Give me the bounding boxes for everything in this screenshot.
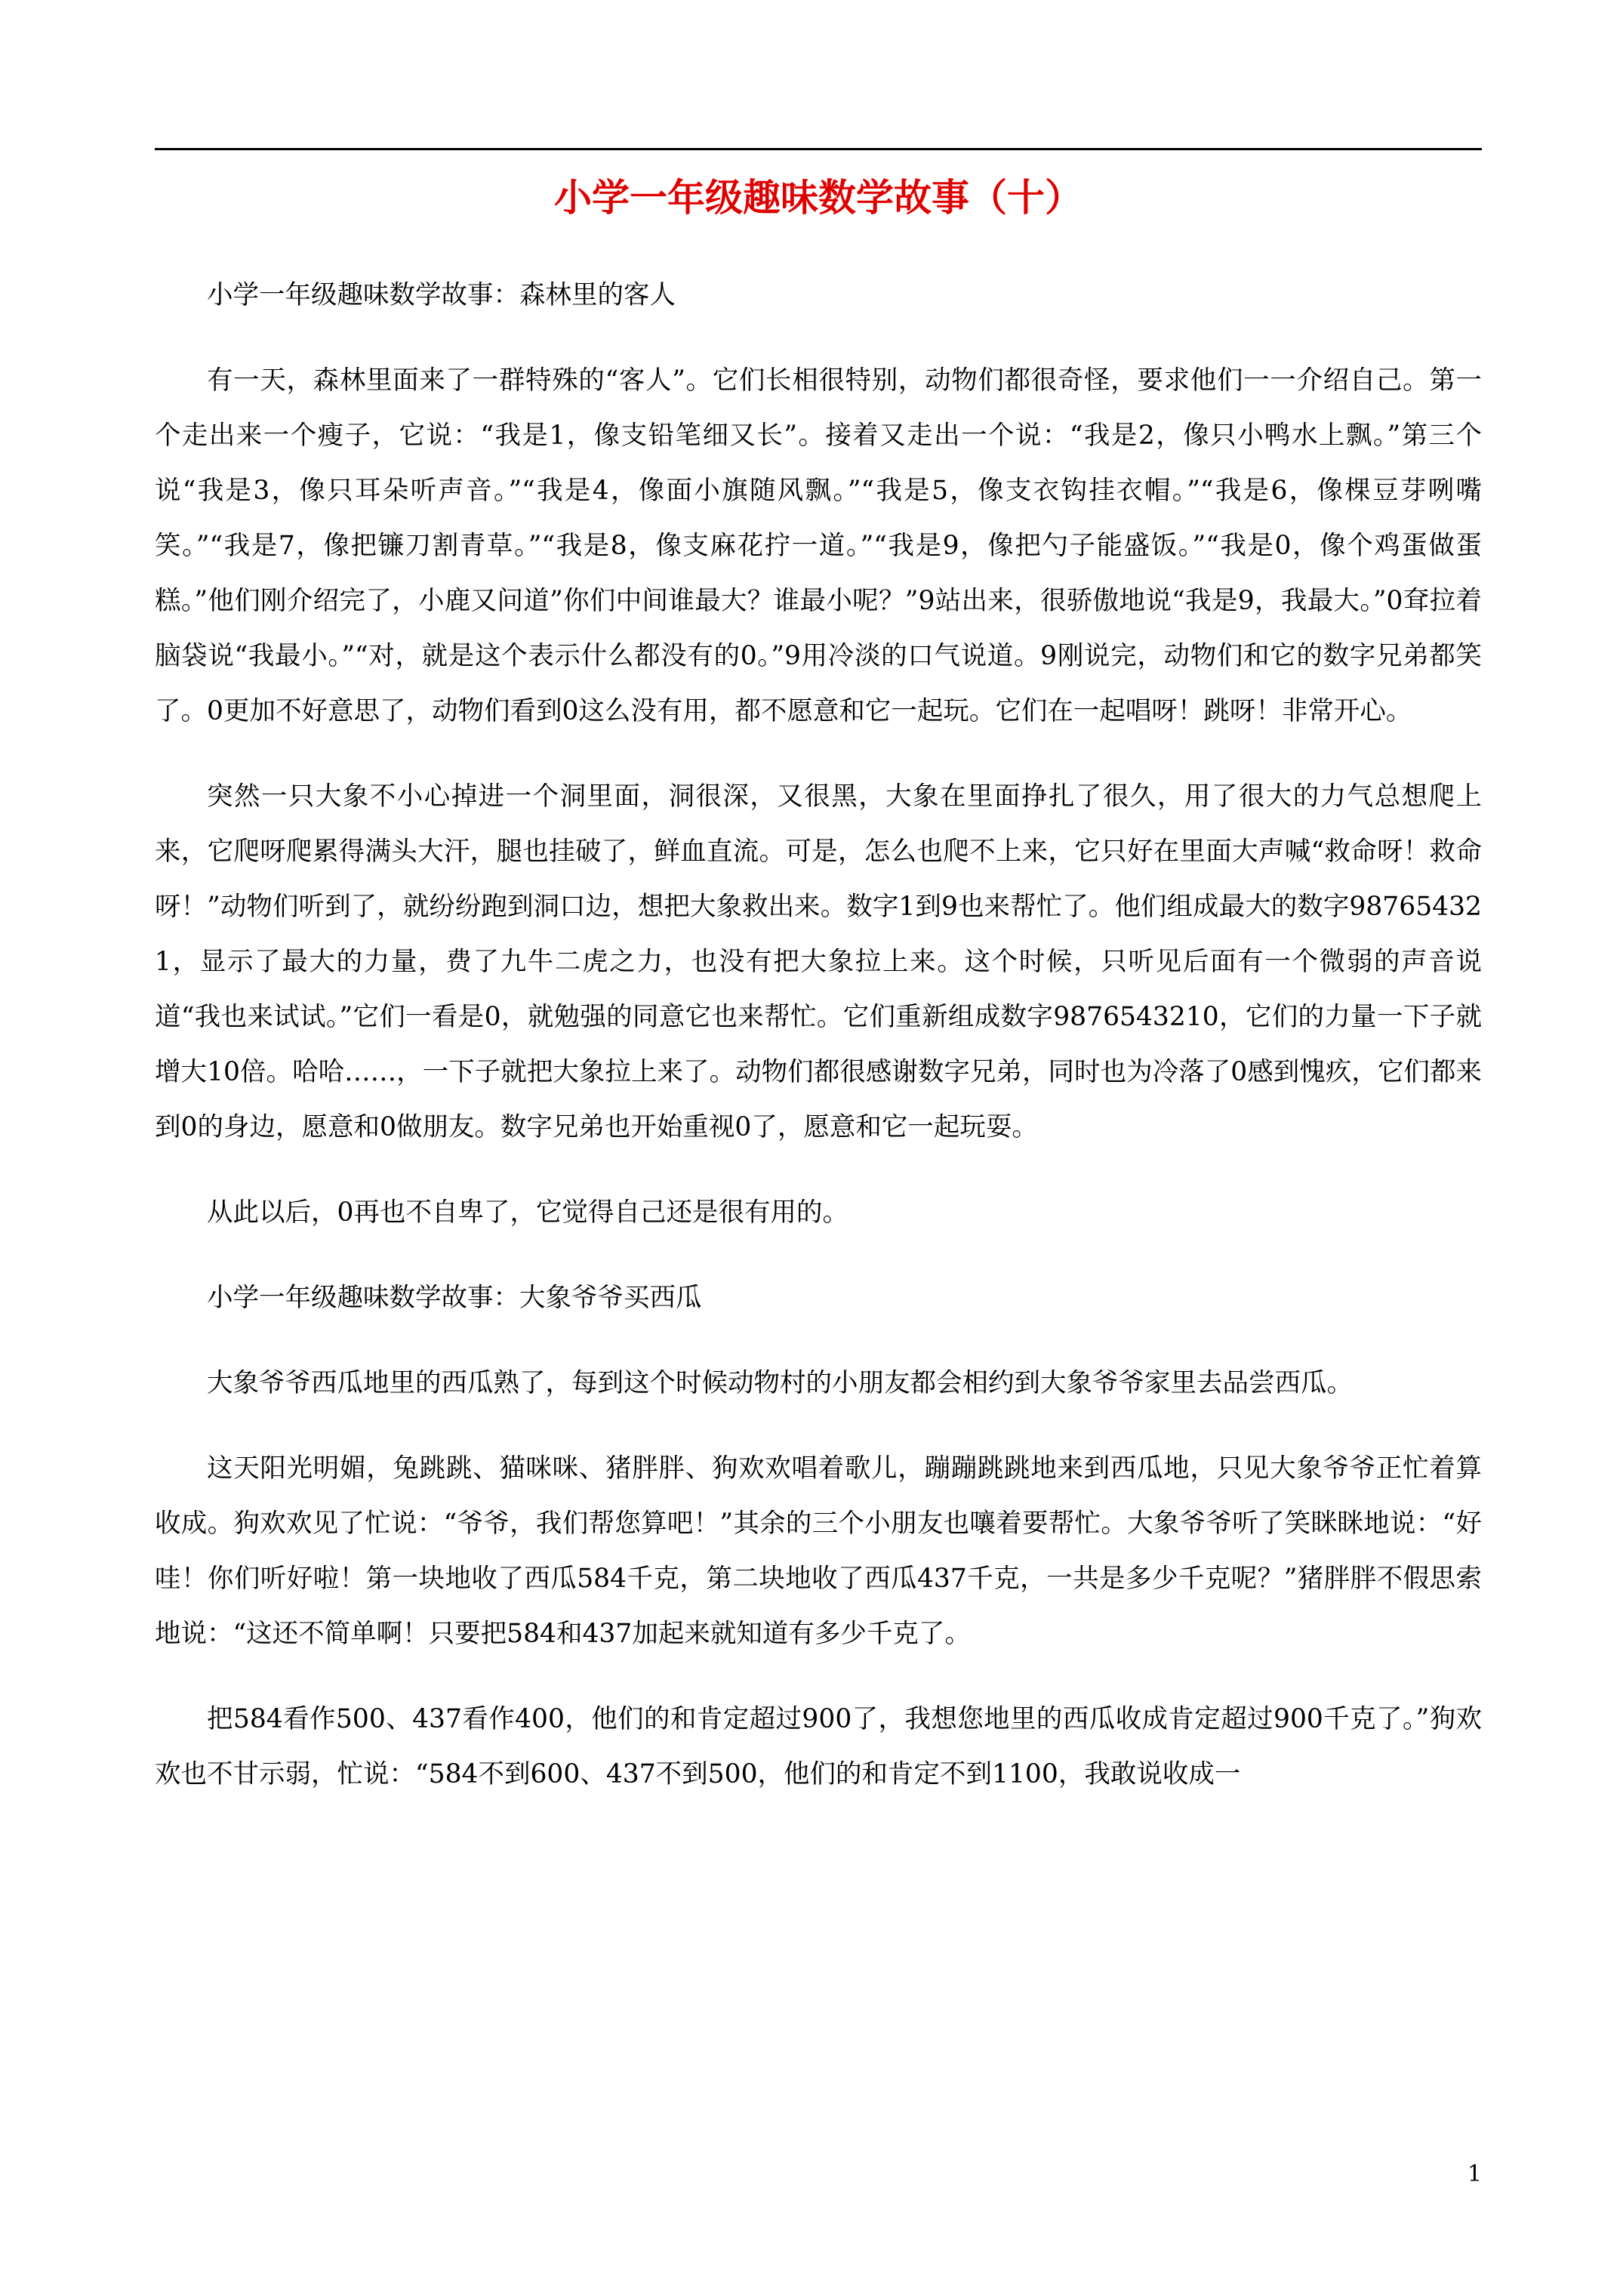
document-title: 小学一年级趣味数学故事（十） <box>554 175 1083 220</box>
body-paragraph: 从此以后，0再也不自卑了，它觉得自己还是很有用的。 <box>207 1197 848 1228</box>
document-body <box>155 268 1482 1802</box>
body-paragraph: 大象爷爷西瓜地里的西瓜熟了，每到这个时候动物村的小朋友都会相约到大象爷爷家里去品尝西瓜。 <box>207 1368 1353 1398</box>
story-heading-1: 小学一年级趣味数学故事：森林里的客人 <box>207 280 676 310</box>
body-paragraph: 把584看作500、437看作400，他们的和肯定超过900了，我想您地里的西瓜收成肯定超过900千克了。”狗欢欢也不甘示弱，忙说：“584不到600、437不到500，他们的和肯定不到1100，我敢说收成一 <box>155 1704 1482 1789</box>
body-paragraph: 这天阳光明媚，兔跳跳、猫咪咪、猪胖胖、狗欢欢唱着歌儿，蹦蹦跳跳地来到西瓜地，只见大象爷爷正忙着算收成。狗欢欢见了忙说：“爷爷，我们帮您算吧！”其余的三个小朋友也嚷着要帮忙。大象爷爷听了笑眯眯地说：“好哇！你们听好啦！第一块地收了西瓜584千克，第二块地收了西瓜437千克，一共是多少千克呢？”猪胖胖不假思索地说：“这还不简单啊！只要把584和437加起来就知道有多少千克了。 <box>155 1453 1482 1649</box>
story-heading-2: 小学一年级趣味数学故事：大象爷爷买西瓜 <box>207 1283 702 1313</box>
header-rule <box>155 148 1482 150</box>
body-paragraph: 突然一只大象不小心掉进一个洞里面，洞很深，又很黑，大象在里面挣扎了很久，用了很大的力气总想爬上来，它爬呀爬累得满头大汗，腿也挂破了，鲜血直流。可是，怎么也爬不上来，它只好在里面大声喊“救命呀！救命呀！”动物们听到了，就纷纷跑到洞口边，想把大象救出来。数字1到9也来帮忙了。他们组成最大的数字987654321，显示了最大的力量，费了九牛二虎之力，也没有把大象拉上来。这个时候，只听见后面有一个微弱的声音说道“我也来试试。”它们一看是0，就勉强的同意它也来帮忙。它们重新组成数字9876543210，它们的力量一下子就增大10倍。哈哈……，一下子就把大象拉上来了。动物们都很感谢数字兄弟，同时也为冷落了0感到愧疚，它们都来到0的身边，愿意和0做朋友。数字兄弟也开始重视0了，愿意和它一起玩耍。 <box>155 781 1482 1142</box>
page-number: 1 <box>1467 2161 1482 2187</box>
body-paragraph: 有一天，森林里面来了一群特殊的“客人”。它们长相很特别，动物们都很奇怪，要求他们一一介绍自己。第一个走出来一个瘦子，它说：“我是1，像支铅笔细又长”。接着又走出一个说：“我是2，像只小鸭水上飘。”第三个说“我是3，像只耳朵听声音。”“我是4，像面小旗随风飘。”“我是5，像支衣钩挂衣帽。”“我是6，像棵豆芽咧嘴笑。”“我是7，像把镰刀割青草。”“我是8，像支麻花拧一道。”“我是9，像把勺子能盛饭。”“我是0，像个鸡蛋做蛋糕。”他们刚介绍完了，小鹿又问道”你们中间谁最大？谁最小呢？”9站出来，很骄傲地说“我是9，我最大。”0耷拉着脑袋说“我最小。”“对，就是这个表示什么都没有的0。”9用冷淡的口气说道。9刚说完，动物们和它的数字兄弟都笑了。0更加不好意思了，动物们看到0这么没有用，都不愿意和它一起玩。它们在一起唱呀！跳呀！非常开心。 <box>155 365 1482 726</box>
